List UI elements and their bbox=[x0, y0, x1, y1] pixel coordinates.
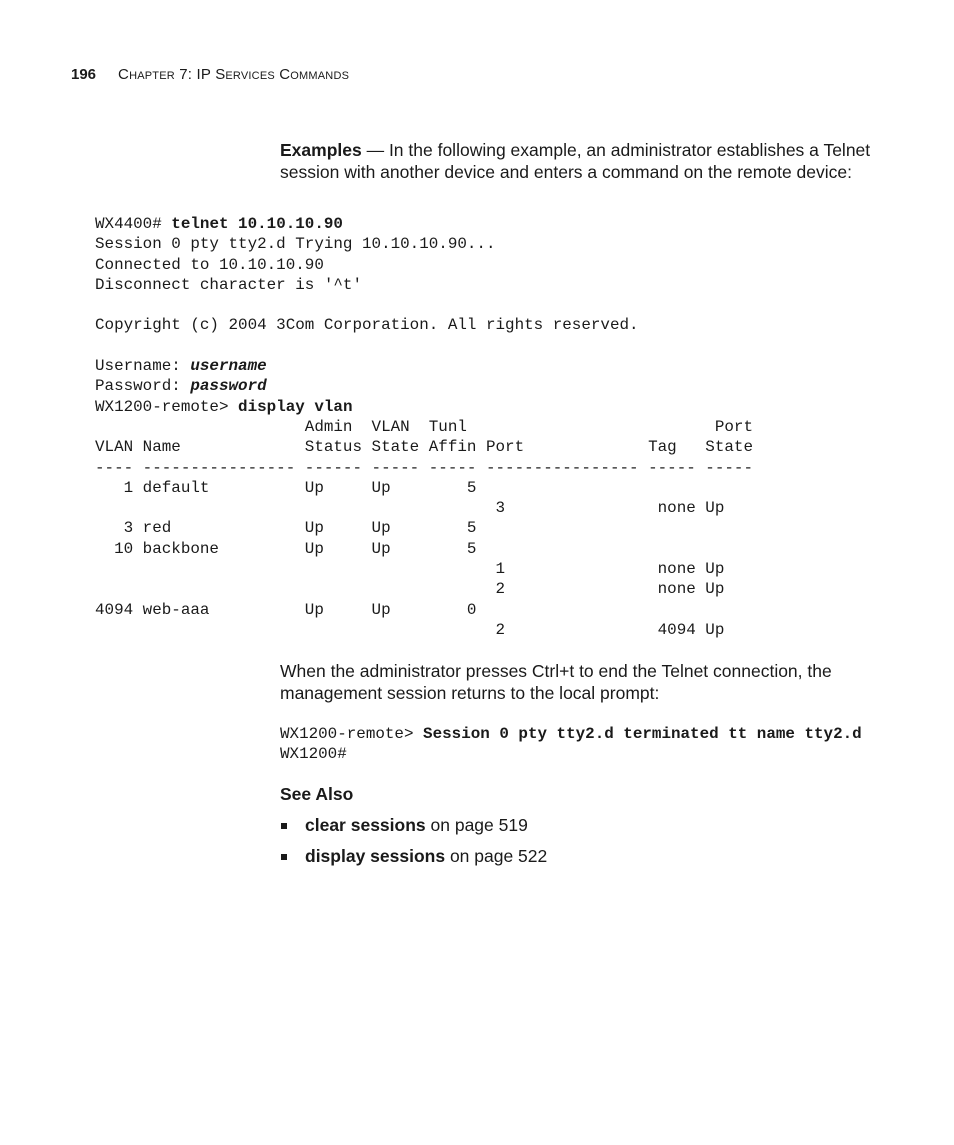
bullet-square-icon bbox=[281, 823, 287, 829]
see-also-list bbox=[280, 814, 547, 876]
code-line: Session 0 pty tty2.d Trying 10.10.10.90... bbox=[95, 235, 496, 254]
see-also-page-ref: on page 519 bbox=[425, 815, 528, 835]
code-line: Copyright (c) 2004 3Com Corporation. All rights reserved. bbox=[95, 316, 639, 335]
examples-paragraph bbox=[280, 139, 880, 183]
page-number: 196 bbox=[71, 66, 97, 83]
username-label: Username: bbox=[95, 357, 191, 376]
vlan-table-line: 3 none Up bbox=[95, 499, 725, 518]
vlan-table-line: 1 default Up Up 5 bbox=[95, 478, 477, 497]
vlan-table-line: Admin VLAN Tunl Port bbox=[95, 417, 753, 436]
vlan-table-line: 2 none Up bbox=[95, 580, 725, 599]
see-also-link-display-sessions[interactable]: display sessions bbox=[305, 846, 446, 866]
page-header bbox=[71, 66, 349, 83]
chapter-title: Chapter 7: IP Services Commands bbox=[118, 66, 350, 83]
password-label: Password: bbox=[95, 377, 191, 396]
vlan-table-line: 3 red Up Up 5 bbox=[95, 519, 477, 538]
vlan-table-line: 2 4094 Up bbox=[95, 620, 725, 639]
paragraph-ctrl-t: When the administrator presses Ctrl+t to end the Telnet connection, the management session returns to the local prompt: bbox=[280, 661, 832, 703]
vlan-table-line: 10 backbone Up Up 5 bbox=[95, 539, 477, 558]
code-command: telnet 10.10.10.90 bbox=[171, 215, 343, 233]
see-also-page-ref: on page 522 bbox=[445, 846, 548, 866]
examples-text: — In the following example, an administrator establishes a Telnet session with another device and enters a command on the remote device: bbox=[280, 140, 871, 182]
username-value: username bbox=[190, 357, 267, 376]
code-line: Connected to 10.10.10.90 bbox=[95, 255, 324, 274]
vlan-table-line: 4094 web-aaa Up Up 0 bbox=[95, 600, 477, 619]
code-prompt: WX1200-remote> bbox=[280, 725, 424, 743]
see-also-item bbox=[280, 845, 547, 876]
code-command: display vlan bbox=[238, 397, 353, 416]
code-block-terminated bbox=[280, 724, 862, 765]
code-line: Disconnect character is '^t' bbox=[95, 275, 363, 294]
code-command: Session 0 pty tty2.d terminated tt name tty2.d bbox=[423, 725, 862, 743]
see-also-item bbox=[280, 814, 547, 845]
code-prompt: WX1200-remote> bbox=[95, 397, 239, 416]
vlan-table-line: VLAN Name Status State Affin Port Tag State bbox=[95, 438, 753, 457]
code-prompt: WX4400# bbox=[95, 215, 172, 233]
code-block-telnet bbox=[95, 214, 753, 640]
code-line: WX1200# bbox=[280, 745, 347, 764]
see-also-link-clear-sessions[interactable]: clear sessions bbox=[305, 815, 426, 835]
see-also-heading: See Also bbox=[280, 784, 354, 804]
examples-lead: Examples bbox=[280, 140, 362, 160]
bullet-square-icon bbox=[281, 854, 287, 860]
password-value: password bbox=[190, 377, 267, 396]
vlan-table-line: ---- ---------------- ------ ----- ----- ---------------- ----- ----- bbox=[95, 458, 753, 477]
vlan-table-line: 1 none Up bbox=[95, 560, 725, 579]
